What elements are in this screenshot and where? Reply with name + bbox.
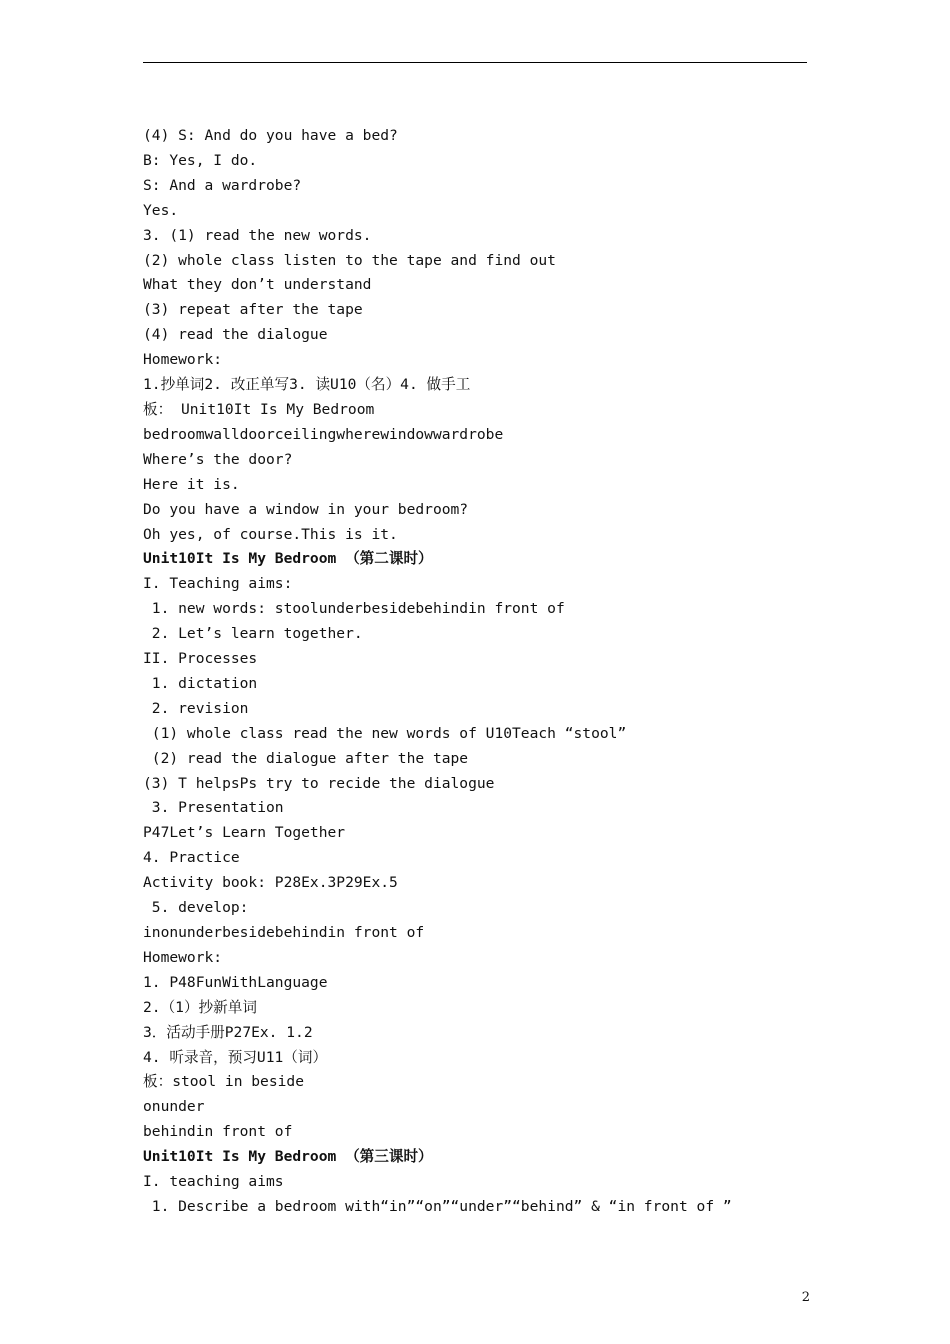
- text-line: P47Let’s Learn Together: [143, 824, 346, 842]
- text-line: 1. Describe a bedroom with“in”“on”“under”“behind” & “in front of ”: [143, 1197, 732, 1215]
- text-line: behindin front of: [143, 1123, 293, 1141]
- text-line: 1. dictation: [143, 674, 258, 692]
- text-line: B: Yes, I do.: [143, 151, 258, 169]
- text-line: 4. 听录音，预习U11（词）: [143, 1048, 328, 1066]
- text-line: 5. develop:: [143, 899, 249, 917]
- text-line: onunder: [143, 1098, 205, 1116]
- text-line: 1.抄单词2. 改正单写3. 读U10（名）4. 做手工: [143, 376, 471, 394]
- text-line: 3. Presentation: [143, 799, 284, 817]
- text-line: (4) S: And do you have a bed?: [143, 127, 398, 144]
- text-line: I. Teaching aims:: [143, 575, 293, 593]
- text-line: 3. (1) read the new words.: [143, 226, 372, 244]
- text-line: (1) whole class read the new words of U10Teach “stool”: [143, 724, 627, 742]
- text-line: 板：stool in beside: [143, 1073, 304, 1091]
- text-line: Homework:: [143, 948, 223, 966]
- text-line: Do you have a window in your bedroom?: [143, 500, 469, 518]
- text-line: 4. Practice: [143, 849, 240, 867]
- text-line: II. Processes: [143, 650, 258, 668]
- text-line: 1. P48FunWithLanguage: [143, 973, 328, 991]
- text-line: 1. new words: stoolunderbesidebehindin front of: [143, 600, 565, 618]
- text-line: Here it is.: [143, 475, 240, 493]
- text-line: bedroomwalldoorceilingwherewindowwardrobe: [143, 425, 504, 443]
- text-line: (2) read the dialogue after the tape: [143, 749, 469, 767]
- text-line: inonunderbesidebehindin front of: [143, 924, 425, 941]
- text-line: Activity book: P28Ex.3P29Ex.5: [143, 874, 398, 892]
- section-heading: Unit10It Is My Bedroom （第三课时）: [143, 1148, 433, 1166]
- text-line: Homework:: [143, 351, 223, 369]
- page-number: 2: [801, 1290, 810, 1305]
- text-line: 2.（1）抄新单词: [143, 998, 257, 1016]
- text-line: 板： Unit10It Is My Bedroom: [143, 400, 375, 418]
- text-line: I. teaching aims: [143, 1173, 284, 1191]
- section-heading: Unit10It Is My Bedroom （第二课时）: [143, 550, 433, 568]
- header-rule: [143, 62, 807, 63]
- text-line: 3．活动手册P27Ex. 1.2: [143, 1023, 313, 1041]
- text-line: S: And a wardrobe?: [143, 176, 302, 194]
- text-line: What they don’t understand: [143, 276, 372, 294]
- text-line: Oh yes, of course.This is it.: [143, 525, 398, 543]
- text-line: Yes.: [143, 201, 179, 219]
- text-line: 2. revision: [143, 699, 249, 717]
- document-body: [143, 124, 823, 1220]
- text-line: (2) whole class listen to the tape and find out: [143, 251, 556, 269]
- text-line: (4) read the dialogue: [143, 326, 328, 344]
- text-line: (3) repeat after the tape: [143, 301, 363, 319]
- text-line: 2. Let’s learn together.: [143, 625, 363, 643]
- text-line: Where’s the door?: [143, 450, 293, 468]
- text-line: (3) T helpsPs try to recide the dialogue: [143, 774, 495, 792]
